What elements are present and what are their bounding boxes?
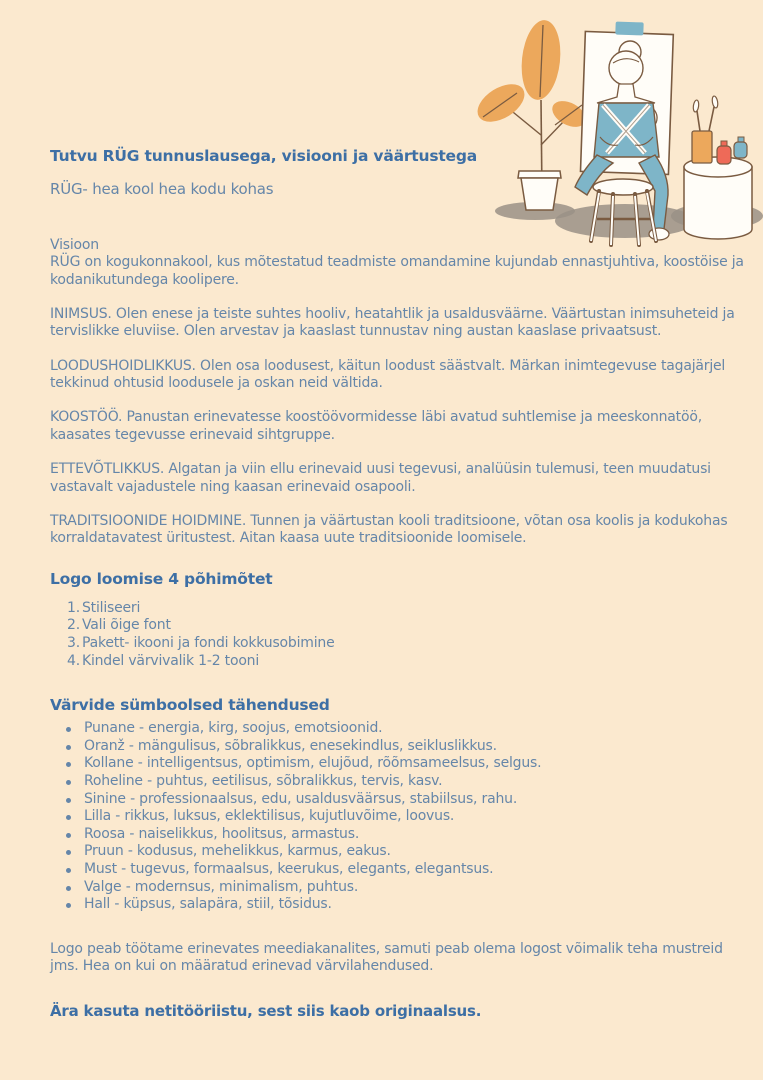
paintbrush: [709, 107, 714, 131]
list-item: [66, 755, 750, 773]
list-item: [66, 896, 750, 914]
logo-principles-list: [67, 600, 750, 670]
color-meaning-must: Must - tugevus, formaalsus, keerukus, elegants, elegantsus.: [84, 860, 494, 877]
vision-text: RÜG on kogukonnakool, kus mõtestatud teadmiste omandamine kujundab ennastjuhtiva, koostöise ja kodanikutundega koolipere.: [50, 254, 744, 288]
logo-principles-heading: Logo loomise 4 põhimõtet: [50, 569, 273, 588]
list-item: [67, 635, 750, 653]
list-item: [66, 773, 750, 791]
color-meaning-roosa: Roosa - naiselikkus, hoolitsus, armastus.: [84, 825, 360, 842]
color-meaning-oranz: Oranž - mängulisus, sõbralikkus, enesekindlus, seikluslikkus.: [84, 737, 497, 754]
bullet-dot: [66, 762, 71, 767]
list-item: [66, 720, 750, 738]
list-item-label: Stiliseeri: [81, 599, 141, 616]
list-number: 1.: [67, 599, 80, 616]
list-item-label: Kindel värvivalik 1-2 tooni: [81, 652, 260, 669]
paintbrush: [697, 111, 700, 131]
list-number: 4.: [67, 652, 80, 669]
bullet-dot: [66, 833, 71, 838]
list-item: [66, 843, 750, 861]
list-item: [67, 653, 750, 671]
vision-block: [50, 237, 750, 290]
list-item-label: Vali õige font: [81, 617, 171, 634]
canvas-tape: [615, 22, 643, 36]
list-item: [67, 617, 750, 635]
value-paragraph-ettevotlikkus: ETTEVÕTLIKKUS. Algatan ja viin ellu erinevaid uusi tegevusi, analüüsin tulemusi, teen muudatusi vastavalt vajadustele ning kaasan erinevaid osapooli.: [50, 460, 711, 495]
bullet-dot: [66, 727, 71, 732]
logo-usage-paragraph: Logo peab töötame erinevates meediakanalites, samuti peab olema logost võimalik teha mustreid jms. Hea on kui on määratud erinevad värvilahendused.: [50, 940, 723, 975]
color-meaning-sinine: Sinine - professionaalsus, edu, usaldusväärsus, stabiilsus, rahu.: [84, 790, 518, 807]
value-paragraph-traditsioonid: TRADITSIOONIDE HOIDMINE. Tunnen ja väärtustan kooli traditsioone, võtan osa koolis ja kodukohas korraldatavatest üritustest. Aitan kaasa uute traditsioonide loomisele.: [50, 512, 728, 547]
list-number: 3.: [67, 635, 80, 651]
value-paragraph-loodushoidlikkus: LOODUSHOIDLIKKUS. Olen osa loodusest, käitun loodust säästvalt. Märkan inimtegevuse tagajärjel tekkinud ohtusid loodusele ja oskan neid vältida.: [50, 357, 726, 392]
color-meaning-pruun: Pruun - kodusus, mehelikkus, karmus, eakus.: [84, 843, 391, 860]
list-item: [66, 879, 750, 897]
list-item: [66, 791, 750, 809]
warning-statement: Ära kasuta netitööriistu, sest siis kaob originaalsus.: [50, 1001, 482, 1020]
bullet-dot: [66, 815, 71, 820]
list-item-label: Pakett- ikooni ja fondi kokkusobimine: [81, 635, 335, 651]
color-meaning-punane: Punane - energia, kirg, soojus, emotsioonid.: [84, 720, 383, 737]
color-meaning-kollane: Kollane - intelligentsus, optimism, elujõud, rõõmsameelsus, selgus.: [84, 755, 542, 772]
document-content: [50, 146, 750, 1021]
list-item: [66, 808, 750, 826]
color-meaning-lilla: Lilla - rikkus, luksus, eklektilisus, kujutluvõime, loovus.: [84, 808, 455, 825]
head: [609, 51, 643, 85]
page-title: Tutvu RÜG tunnuslausega, visiooni ja väärtustega: [50, 147, 478, 165]
value-paragraph-inimsus: INIMSUS. Olen enese ja teiste suhtes hooliv, heatahtlik ja usaldusväärne. Väärtustan inimsuheteid ja tervislikke eluviise. Olen arvestav ja kaaslast tunnustav ning austan kaaslase privaatsust.: [50, 305, 735, 340]
color-meanings-heading: Värvide sümboolsed tähendused: [50, 696, 330, 715]
vision-label: Visioon: [50, 236, 99, 253]
value-paragraph-koostoo: KOOSTÖÖ. Panustan erinevatesse koostöövormidesse läbi avatud suhtlemise ja meeskonnatöö, kaasates tegevusse erinevaid sihtgruppe.: [50, 409, 702, 443]
color-meanings-list: [66, 720, 750, 914]
bullet-dot: [66, 745, 71, 750]
color-meaning-valge: Valge - modernsus, minimalism, puhtus.: [84, 878, 359, 895]
list-item: [66, 738, 750, 756]
school-slogan: RÜG- hea kool hea kodu kohas: [50, 180, 274, 198]
color-meaning-hall: Hall - küpsus, salapära, stiil, tõsidus.: [84, 896, 332, 913]
bullet-dot: [66, 780, 71, 785]
bullet-dot: [66, 886, 71, 891]
list-number: 2.: [67, 617, 80, 634]
list-item: [66, 826, 750, 844]
color-meaning-roheline: Roheline - puhtus, eetilisus, sõbralikkus, tervis, kasv.: [84, 772, 443, 789]
bullet-dot: [66, 850, 71, 855]
list-item: [66, 861, 750, 879]
bullet-dot: [66, 903, 71, 908]
bullet-dot: [66, 868, 71, 873]
bullet-dot: [66, 798, 71, 803]
list-item: [67, 600, 750, 618]
